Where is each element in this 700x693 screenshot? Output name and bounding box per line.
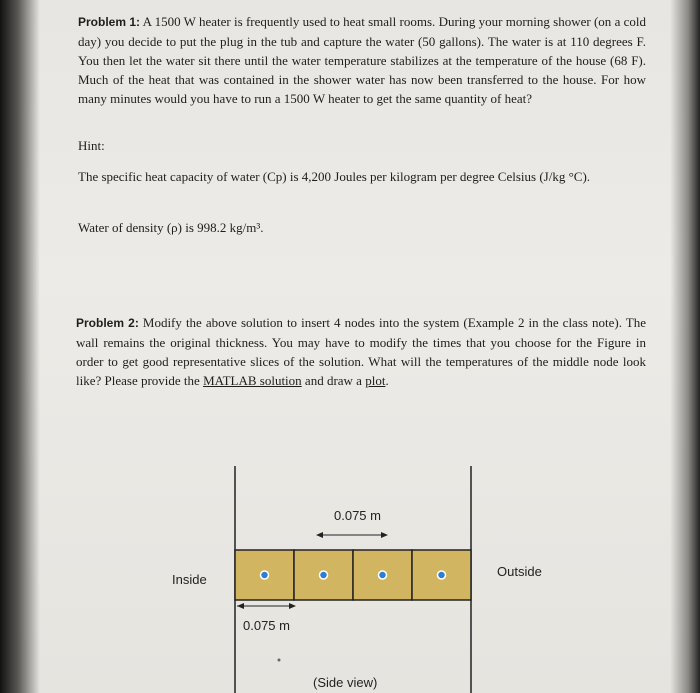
- bottom-dimension-label: 0.075 m: [243, 618, 290, 633]
- problem-1-lead: Problem 1:: [78, 15, 141, 29]
- problem-2-text-tail: and draw a: [304, 373, 362, 388]
- hint-specific-heat: The specific heat capacity of water (Cp) is 4,200 Joules per kilogram per degree Celsius (J/kg °C).: [78, 169, 591, 184]
- side-view-label: (Side view): [313, 675, 378, 690]
- temperature-node: [320, 571, 328, 579]
- bottom-arrow-head-left: [237, 603, 244, 609]
- hint-density: Water of density (ρ) is 998.2 kg/m³.: [78, 220, 264, 235]
- bottom-arrow-head-right: [289, 603, 296, 609]
- inside-label: Inside: [172, 572, 207, 587]
- stray-dot: [278, 659, 281, 662]
- hint-label: Hint:: [78, 138, 105, 153]
- temperature-node: [261, 571, 269, 579]
- top-arrow-head-left: [316, 532, 323, 538]
- top-arrow-head-right: [381, 532, 388, 538]
- temperature-node: [379, 571, 387, 579]
- wall-cells: [235, 550, 471, 600]
- temperature-node: [438, 571, 446, 579]
- problem-1-text: A 1500 W heater is frequently used to heat small rooms. During your morning shower (on a cold day) you decide to put the plug in the tub and capture the water (50 gallons). The water is at 110 degrees F. You then let the water sit there until the water temperature stabilizes at the temperature of the house (68 F). Much of the heat that was contained in the shower water has now been transferred to the house. For how many minutes would you have to run a 1500 W heater to get the same quantity of heat?: [78, 14, 647, 106]
- plot-link[interactable]: plot: [365, 373, 386, 388]
- photo-shadow-left: [0, 0, 40, 693]
- outside-label: Outside: [497, 564, 542, 579]
- problem-2-period: .: [385, 373, 389, 388]
- problem-2-text: Modify the above solution to insert 4 nodes into the system (Example 2 in the class note). The wall remains the original thickness. You may have to modify the times that you choose for the Figure in order to get good representative slices of the solution. What will the temperatures of the middle node look like? Please provide the: [76, 315, 647, 388]
- top-dimension-label: 0.075 m: [334, 508, 381, 523]
- photo-shadow-right: [670, 0, 700, 693]
- matlab-solution-link[interactable]: MATLAB solution: [203, 373, 302, 388]
- problem-2-lead: Problem 2:: [76, 316, 139, 330]
